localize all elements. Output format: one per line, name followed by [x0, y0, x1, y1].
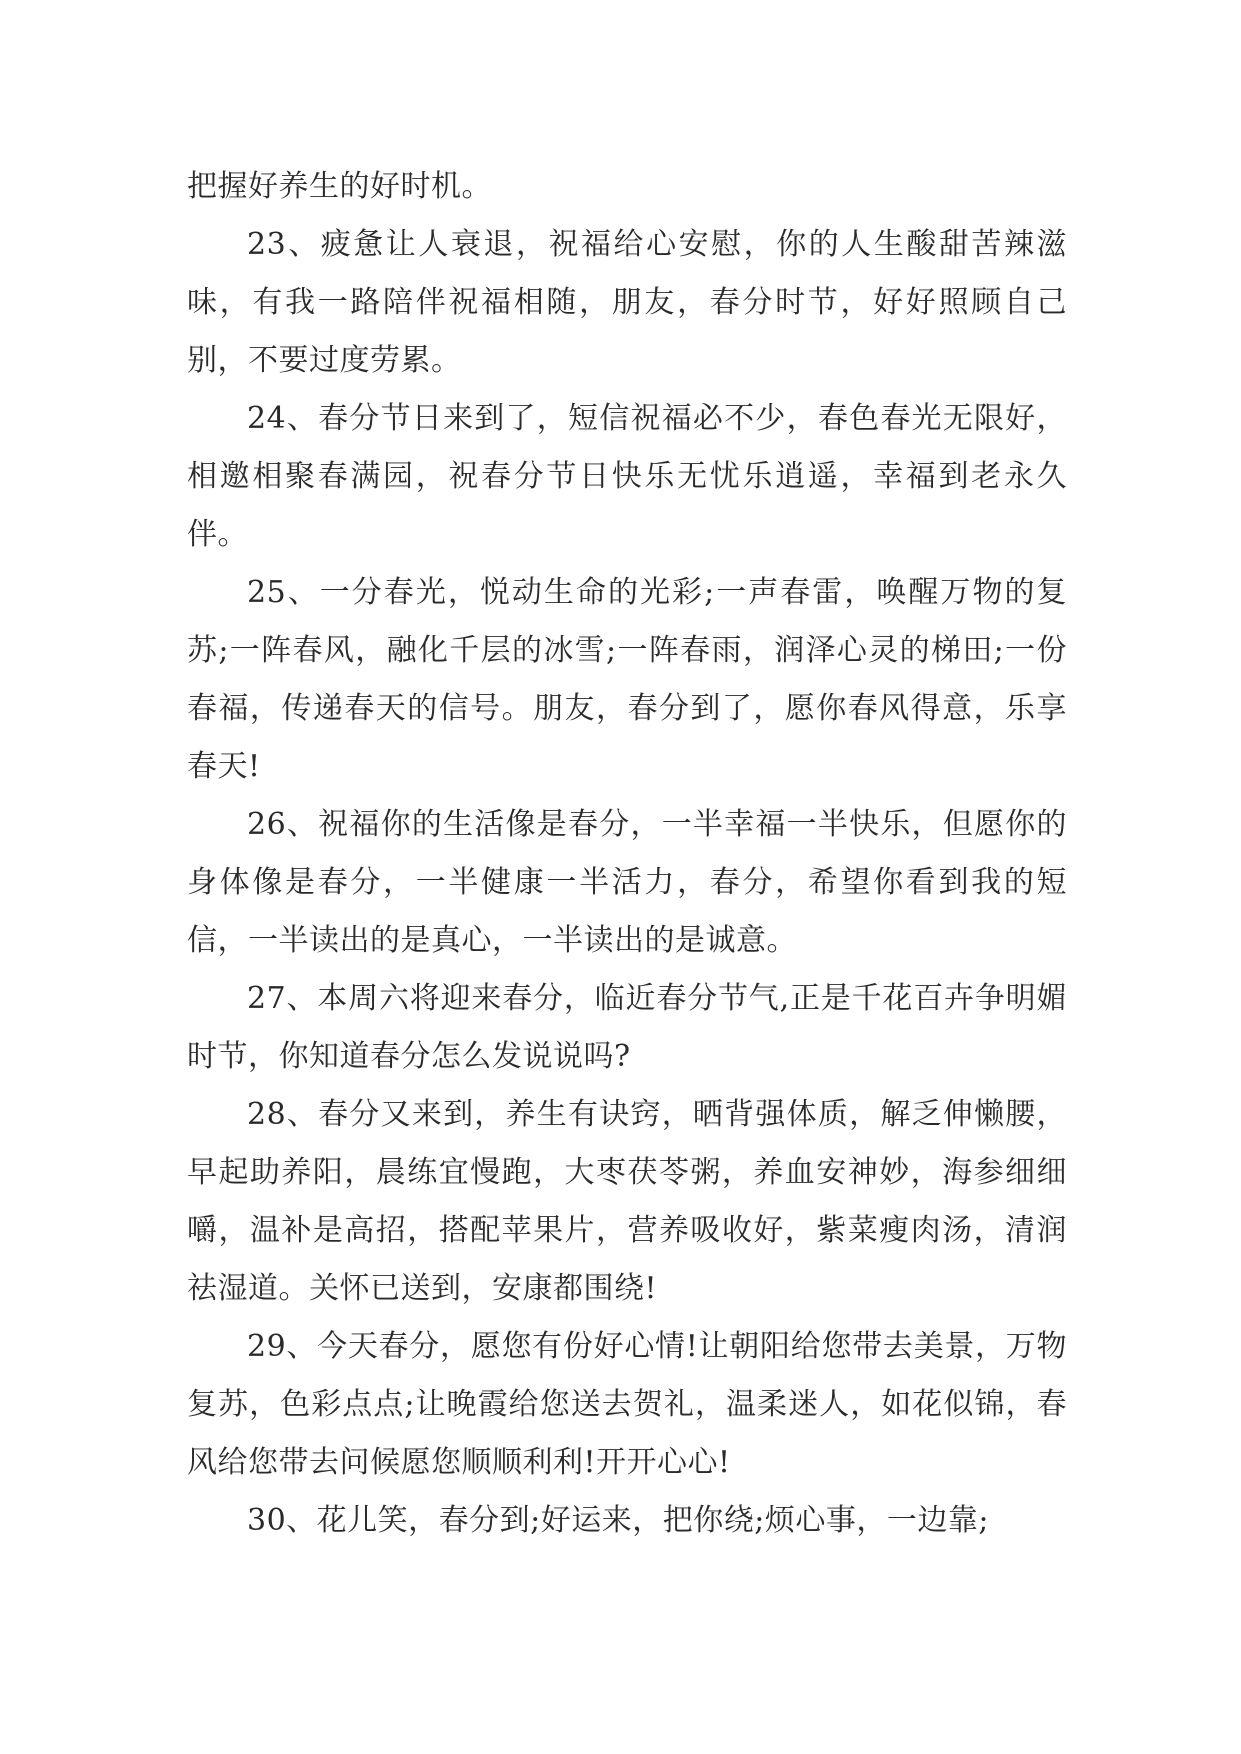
paragraph-28: 28、春分又来到，养生有诀窍，晒背强体质，解乏伸懒腰，早起助养阳，晨练宜慢跑，大枣茯苓粥，养血安神妙，海参细细嚼，温补是高招，搭配苹果片，营养吸收好，紫菜瘦肉汤，清润祛湿道。关怀已送到，安康都围绕! — [187, 1097, 1067, 1306]
paragraph-30: 30、花儿笑，春分到;好运来，把你绕;烦心事，一边靠; — [247, 1503, 989, 1538]
document-body — [187, 158, 1067, 1550]
paragraph-26: 26、祝福你的生活像是春分，一半幸福一半快乐，但愿你的身体像是春分，一半健康一半活力，春分，希望你看到我的短信，一半读出的是真心，一半读出的是诚意。 — [187, 807, 1067, 958]
paragraph-23: 23、疲惫让人衰退，祝福给心安慰，你的人生酸甜苦辣滋味，有我一路陪伴祝福相随，朋友，春分时节，好好照顾自己别，不要过度劳累。 — [187, 227, 1067, 378]
paragraph-27: 27、本周六将迎来春分，临近春分节气,正是千花百卉争明媚时节，你知道春分怎么发说说吗? — [187, 981, 1067, 1074]
paragraph-24: 24、春分节日来到了，短信祝福必不少，春色春光无限好，相邀相聚春满园，祝春分节日快乐无忧乐逍遥，幸福到老永久伴。 — [187, 401, 1067, 552]
paragraph-continuation: 把握好养生的好时机。 — [187, 169, 492, 204]
paragraph-25: 25、一分春光，悦动生命的光彩;一声春雷，唤醒万物的复苏;一阵春风，融化千层的冰雪;一阵春雨，润泽心灵的梯田;一份春福，传递春天的信号。朋友，春分到了，愿你春风得意，乐享春天! — [187, 575, 1067, 784]
paragraph-29: 29、今天春分，愿您有份好心情!让朝阳给您带去美景，万物复苏，色彩点点;让晚霞给您送去贺礼，温柔迷人，如花似锦，春风给您带去问候愿您顺顺利利!开开心心! — [187, 1329, 1067, 1480]
